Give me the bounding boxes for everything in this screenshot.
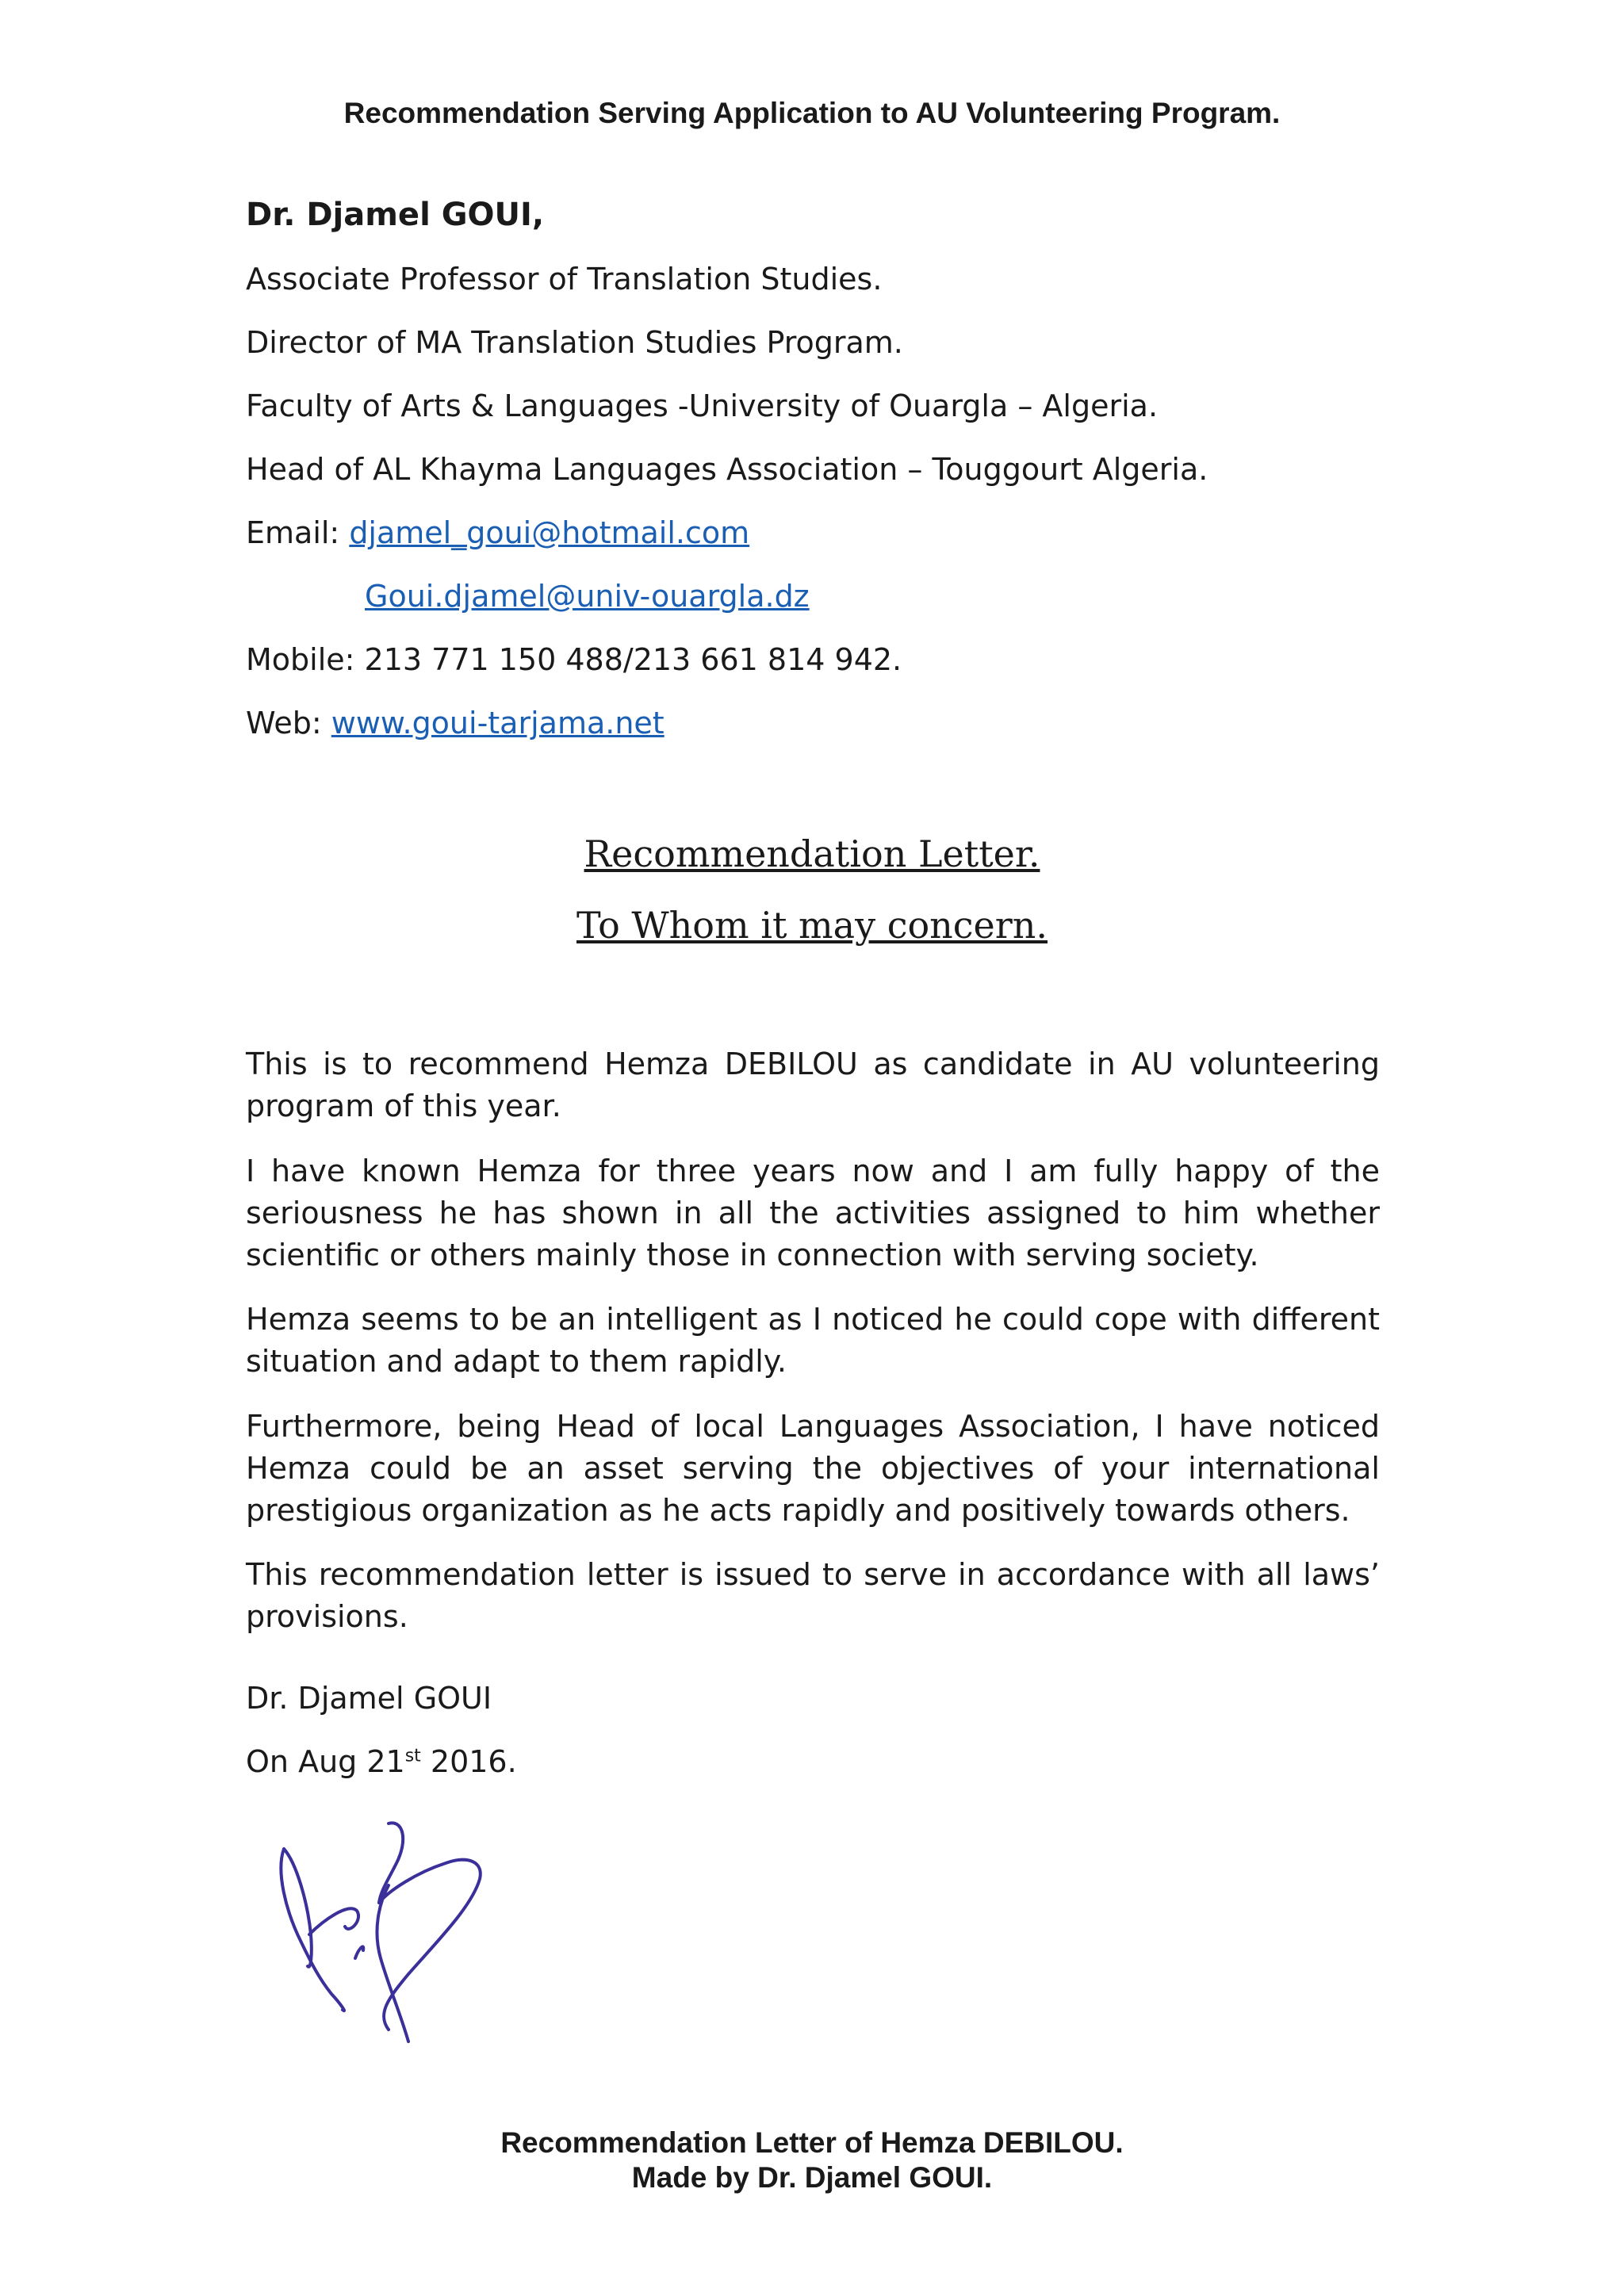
email-link-secondary[interactable]: Goui.djamel@univ-ouargla.dz: [365, 579, 810, 614]
footer-line-2: Made by Dr. Djamel GOUI.: [631, 2161, 993, 2194]
sender-title-line: Associate Professor of Translation Studies.: [246, 262, 883, 297]
email-label: Email:: [246, 515, 350, 550]
letter-paragraph: This is to recommend Hemza DEBILOU as candidate in AU volunteering program of this year.: [246, 1047, 1380, 1123]
email-link-primary[interactable]: djamel_goui@hotmail.com: [349, 515, 750, 550]
mobile-line: Mobile: 213 771 150 488/213 661 814 942.: [246, 642, 902, 677]
email-row: [246, 515, 749, 550]
letter-paragraph: This recommendation letter is issued to serve in accordance with all laws’ provisions.: [246, 1557, 1380, 1634]
date-prefix: On Aug 21: [246, 1744, 405, 1779]
letter-salutation: To Whom it may concern.: [576, 904, 1048, 947]
footer-line-1: Recommendation Letter of Hemza DEBILOU.: [500, 2126, 1124, 2159]
letter-paragraph: I have known Hemza for three years now and I am fully happy of the seriousness he has shown in all the activities assigned to him whether scientific or others mainly those in connection with serving society.: [246, 1154, 1380, 1272]
signoff-date: [246, 1744, 517, 1779]
letter-title: Recommendation Letter.: [584, 832, 1040, 875]
signoff-name: Dr. Djamel GOUI: [246, 1681, 492, 1716]
page-header-title: Recommendation Serving Application to AU Volunteering Program.: [343, 97, 1281, 129]
date-ordinal: st: [404, 1746, 421, 1766]
handwritten-signature: [270, 1816, 531, 2045]
sender-title-line: Faculty of Arts & Languages -University of Ouargla – Algeria.: [246, 388, 1159, 423]
sender-title-line: Head of AL Khayma Languages Association – Touggourt Algeria.: [246, 452, 1208, 487]
email-row-secondary: [365, 579, 810, 614]
sender-name: Dr. Djamel GOUI,: [246, 197, 545, 233]
letter-paragraph: Hemza seems to be an intelligent as I noticed he could cope with different situation and adapt to them rapidly.: [246, 1302, 1380, 1379]
sender-title-line: Director of MA Translation Studies Program.: [246, 325, 903, 360]
web-row: [246, 706, 665, 740]
letter-paragraph: Furthermore, being Head of local Languages Association, I have noticed Hemza could be an asset serving the objectives of your international prestigious organization as he acts rapidly and positively towards others.: [246, 1409, 1380, 1528]
web-link[interactable]: www.goui-tarjama.net: [331, 706, 665, 740]
web-label: Web:: [246, 706, 331, 740]
date-suffix: 2016.: [420, 1744, 517, 1779]
